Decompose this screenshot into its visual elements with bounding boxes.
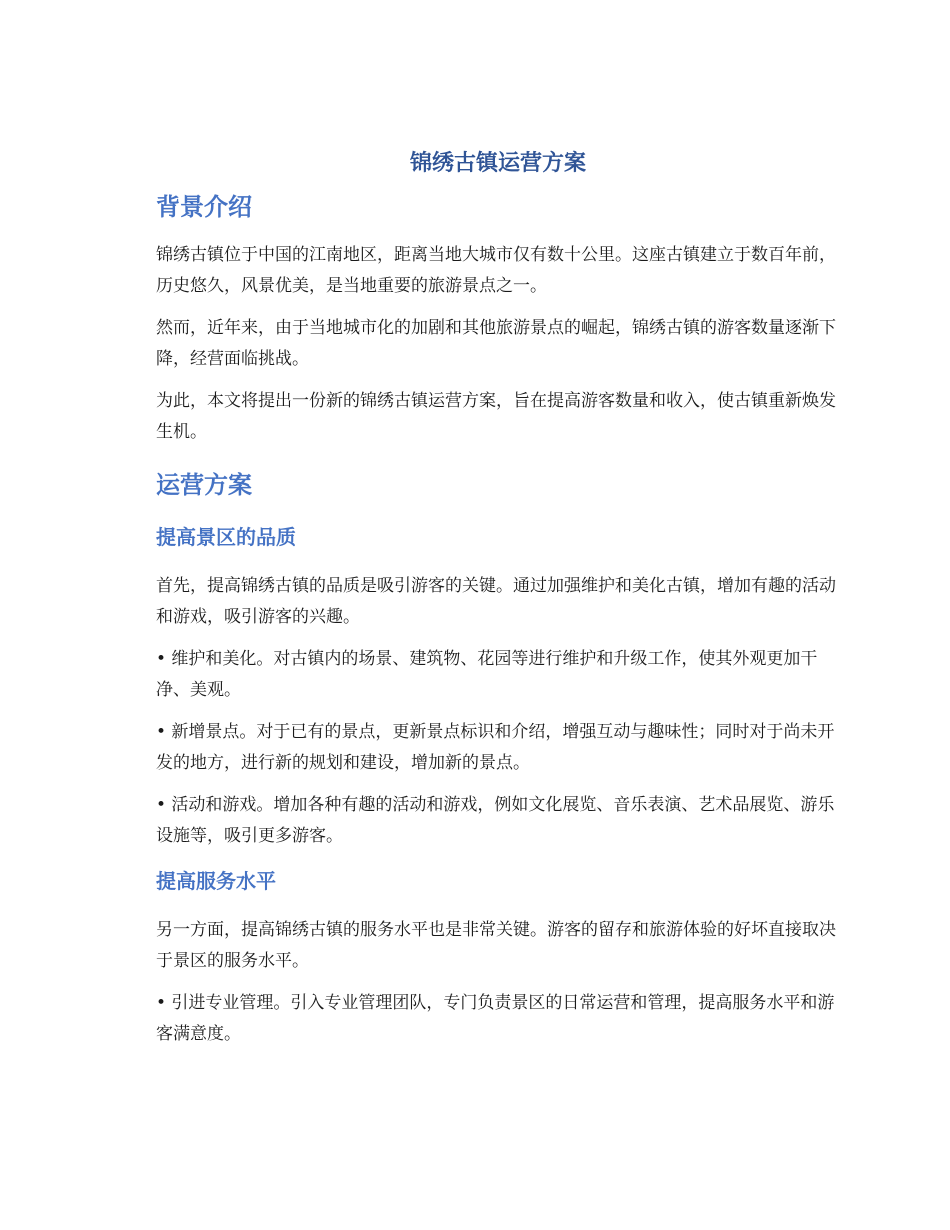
heading-service: 提高服务水平 (156, 869, 276, 893)
document-title: 锦绣古镇运营方案 (409, 151, 586, 176)
paragraph-background-3: 为此，本文将提出一份新的锦绣古镇运营方案，旨在提高游客数量和收入，使古镇重新焕发生机。 (156, 391, 836, 442)
paragraph-quality-intro: 首先，提高锦绣古镇的品质是吸引游客的关键。通过加强维护和美化古镇，增加有趣的活动和游戏，吸引游客的兴趣。 (156, 576, 836, 627)
bullet-quality-2: • 新增景点。对于已有的景点，更新景点标识和介绍，增强互动与趣味性；同时对于尚未开发的地方，进行新的规划和建设，增加新的景点。 (156, 722, 835, 773)
heading-plan: 运营方案 (156, 471, 252, 499)
document-body (156, 148, 840, 1050)
heading-quality: 提高景区的品质 (156, 525, 296, 549)
paragraph-service-intro: 另一方面，提高锦绣古镇的服务水平也是非常关键。游客的留存和旅游体验的好坏直接取决于景区的服务水平。 (156, 920, 836, 971)
paragraph-background-1: 锦绣古镇位于中国的江南地区，距离当地大城市仅有数十公里。这座古镇建立于数百年前，历史悠久，风景优美，是当地重要的旅游景点之一。 (156, 245, 836, 296)
heading-background: 背景介绍 (156, 193, 252, 221)
bullet-quality-1: • 维护和美化。对古镇内的场景、建筑物、花园等进行维护和升级工作，使其外观更加干净、美观。 (156, 649, 818, 700)
paragraph-background-2: 然而，近年来，由于当地城市化的加剧和其他旅游景点的崛起，锦绣古镇的游客数量逐渐下降，经营面临挑战。 (156, 318, 836, 369)
bullet-service-1: • 引进专业管理。引入专业管理团队，专门负责景区的日常运营和管理，提高服务水平和游客满意度。 (156, 993, 835, 1044)
bullet-quality-3: • 活动和游戏。增加各种有趣的活动和游戏，例如文化展览、音乐表演、艺术品展览、游乐设施等，吸引更多游客。 (156, 795, 835, 846)
